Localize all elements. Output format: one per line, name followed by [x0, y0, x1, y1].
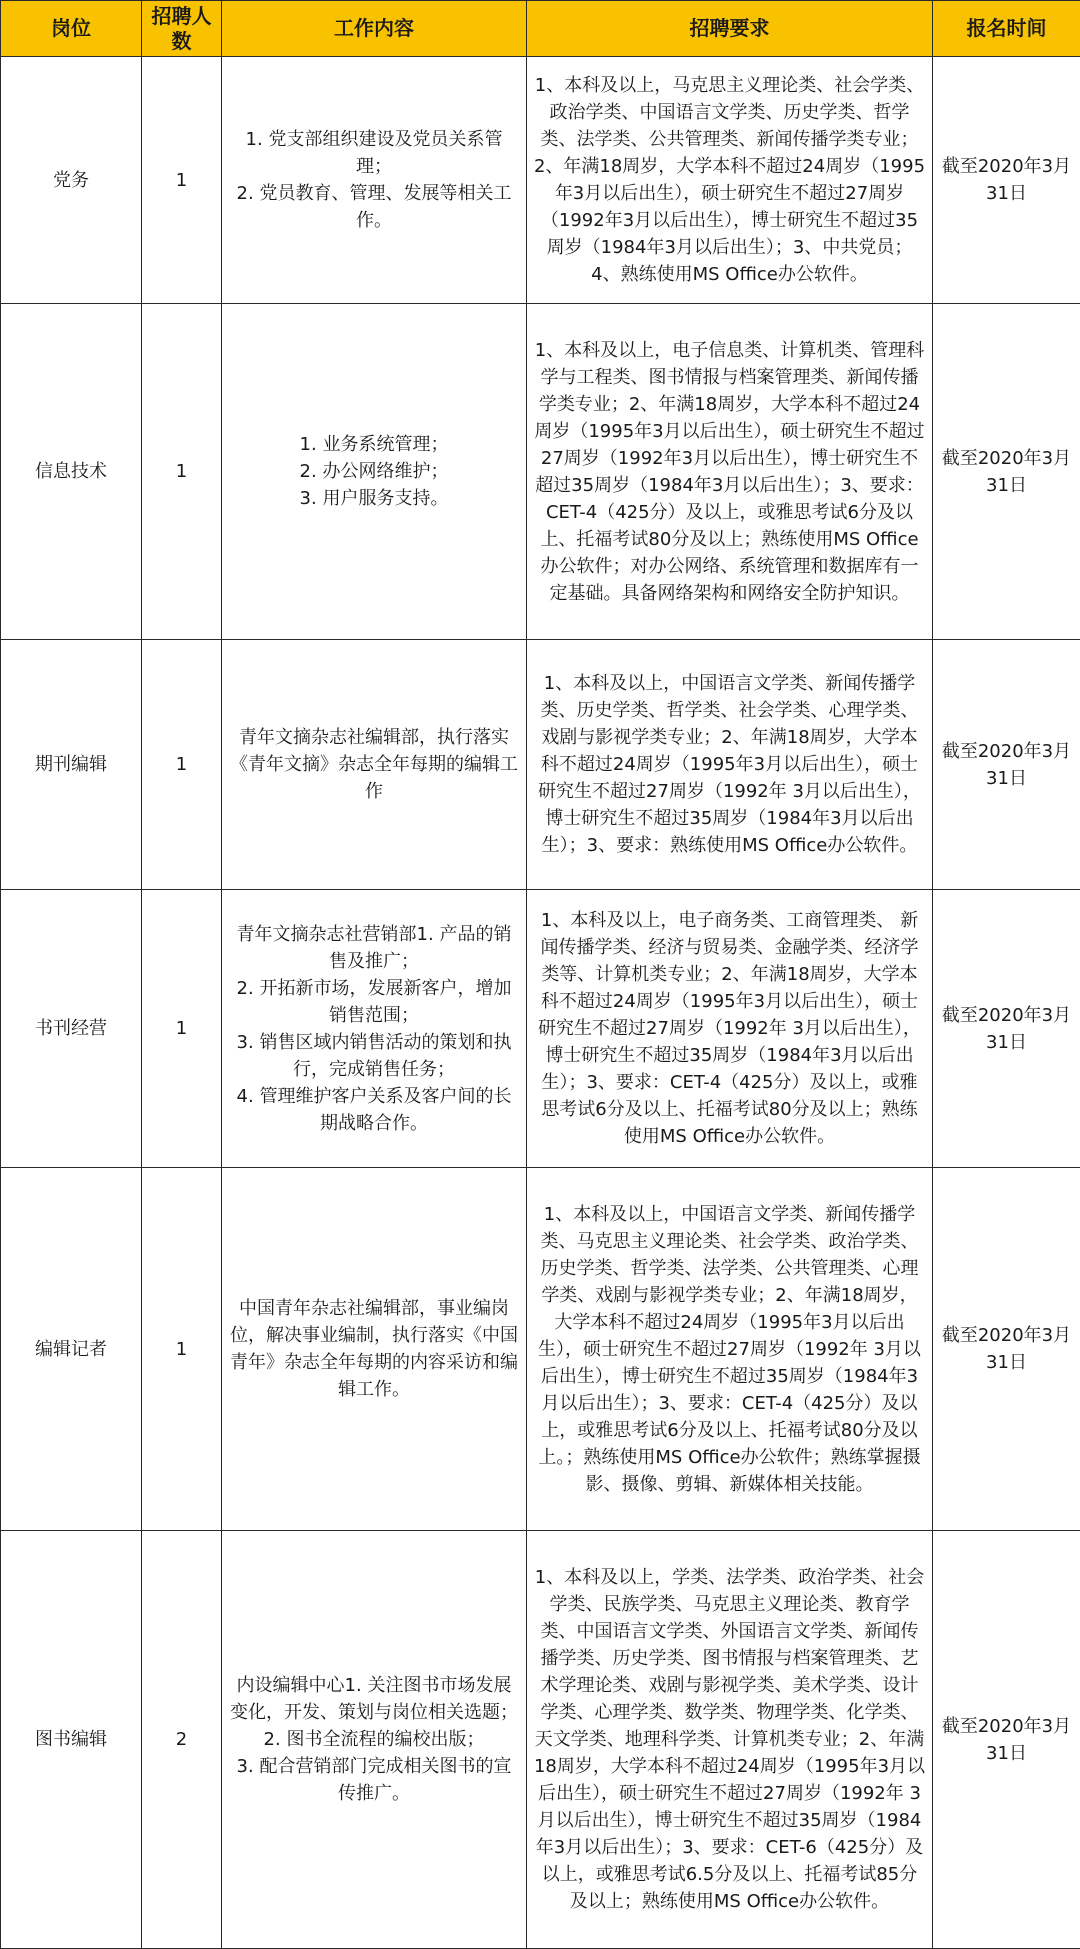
work-cell	[222, 57, 527, 304]
work-cell	[222, 890, 527, 1168]
work-line: 2. 党员教育、管理、发展等相关工作。	[228, 180, 520, 234]
work-line: 内设编辑中心1. 关注图书市场发展变化，开发、策划与岗位相关选题；	[228, 1672, 520, 1726]
requirements-cell: 1、本科及以上，中国语言文学类、新闻传播学类、马克思主义理论类、社会学类、政治学类、历史学类、哲学类、法学类、公共管理类、心理学类、戏剧与影视学类专业；2、年满18周岁，大学本科不超过24周岁（1995年3月以后出生），硕士研究生不超过27周岁（1992年 3月以后出生），博士研究生不超过35周岁（1984年3月以后出生）；3、要求：CET-4（425分）及以上，或雅思考试6分及以上、托福考试80分及以上。；熟练使用MS Office办公软件；熟练掌握摄影、摄像、剪辑、新媒体相关技能。	[527, 1168, 933, 1531]
work-cell	[222, 640, 527, 890]
deadline-cell: 截至2020年3月31日	[933, 890, 1080, 1168]
table-row	[1, 304, 1080, 640]
count-cell: 1	[142, 304, 222, 640]
work-line: 青年文摘杂志社编辑部，执行落实《青年文摘》杂志全年每期的编辑工作	[228, 724, 520, 805]
work-line: 中国青年杂志社编辑部，事业编岗位，解决事业编制，执行落实《中国青年》杂志全年每期的内容采访和编辑工作。	[228, 1295, 520, 1403]
header-deadline: 报名时间	[933, 1, 1080, 57]
work-line: 1. 党支部组织建设及党员关系管理；	[228, 126, 520, 180]
work-cell	[222, 1168, 527, 1531]
count-cell: 1	[142, 57, 222, 304]
header-row	[1, 1, 1080, 57]
count-cell: 1	[142, 1168, 222, 1531]
work-line: 1. 业务系统管理；	[228, 431, 520, 458]
work-line: 青年文摘杂志社营销部1. 产品的销售及推广；	[228, 921, 520, 975]
deadline-cell: 截至2020年3月31日	[933, 1531, 1080, 1949]
count-cell: 1	[142, 890, 222, 1168]
work-line: 3. 销售区域内销售活动的策划和执行，完成销售任务；	[228, 1029, 520, 1083]
table-row	[1, 640, 1080, 890]
position-cell: 书刊经营	[1, 890, 142, 1168]
position-cell: 党务	[1, 57, 142, 304]
position-cell: 图书编辑	[1, 1531, 142, 1949]
table-row	[1, 1168, 1080, 1531]
requirements-cell: 1、本科及以上，学类、法学类、政治学类、社会学类、民族学类、马克思主义理论类、教育学类、中国语言文学类、外国语言文学类、新闻传播学类、历史学类、图书情报与档案管理类、艺术学理论类、戏剧与影视学类、美术学类、设计学类、心理学类、数学类、物理学类、化学类、天文学类、地理科学类、计算机类专业；2、年满18周岁，大学本科不超过24周岁（1995年3月以后出生），硕士研究生不超过27周岁（1992年 3月以后出生），博士研究生不超过35周岁（1984年3月以后出生）；3、要求：CET-6（425分）及以上，或雅思考试6.5分及以上、托福考试85分及以上；熟练使用MS Office办公软件。	[527, 1531, 933, 1949]
work-cell	[222, 1531, 527, 1949]
count-cell: 2	[142, 1531, 222, 1949]
table-row	[1, 1531, 1080, 1949]
deadline-cell: 截至2020年3月31日	[933, 640, 1080, 890]
header-requirements: 招聘要求	[527, 1, 933, 57]
work-line: 4. 管理维护客户关系及客户间的长期战略合作。	[228, 1083, 520, 1137]
header-work: 工作内容	[222, 1, 527, 57]
count-cell: 1	[142, 640, 222, 890]
header-position: 岗位	[1, 1, 142, 57]
work-line: 2. 办公网络维护；	[228, 458, 520, 485]
work-line: 3. 用户服务支持。	[228, 485, 520, 512]
position-cell: 编辑记者	[1, 1168, 142, 1531]
table-row	[1, 890, 1080, 1168]
deadline-cell: 截至2020年3月31日	[933, 1168, 1080, 1531]
work-line: 2. 开拓新市场，发展新客户，增加销售范围；	[228, 975, 520, 1029]
deadline-cell: 截至2020年3月31日	[933, 57, 1080, 304]
requirements-cell: 1、本科及以上，电子商务类、工商管理类、 新闻传播学类、经济与贸易类、金融学类、经济学类等、计算机类专业；2、年满18周岁，大学本科不超过24周岁（1995年3月以后出生），硕士研究生不超过27周岁（1992年 3月以后出生），博士研究生不超过35周岁（1984年3月以后出生）；3、要求：CET-4（425分）及以上，或雅思考试6分及以上、托福考试80分及以上；熟练使用MS Office办公软件。	[527, 890, 933, 1168]
work-line: 3. 配合营销部门完成相关图书的宣传推广。	[228, 1753, 520, 1807]
table-row	[1, 57, 1080, 304]
work-line: 2. 图书全流程的编校出版；	[228, 1726, 520, 1753]
requirements-cell: 1、本科及以上，电子信息类、计算机类、管理科学与工程类、图书情报与档案管理类、新闻传播学类专业；2、年满18周岁，大学本科不超过24周岁（1995年3月以后出生），硕士研究生不超过27周岁（1992年3月以后出生），博士研究生不超过35周岁（1984年3月以后出生）；3、要求：CET-4（425分）及以上，或雅思考试6分及以上、托福考试80分及以上；熟练使用MS Office办公软件；对办公网络、系统管理和数据库有一定基础。具备网络架构和网络安全防护知识。	[527, 304, 933, 640]
position-cell: 信息技术	[1, 304, 142, 640]
work-cell	[222, 304, 527, 640]
header-count: 招聘人数	[142, 1, 222, 57]
requirements-cell: 1、本科及以上，马克思主义理论类、社会学类、政治学类、中国语言文学类、历史学类、哲学类、法学类、公共管理类、新闻传播学类专业；2、年满18周岁，大学本科不超过24周岁（1995年3月以后出生），硕士研究生不超过27周岁（1992年3月以后出生），博士研究生不超过35周岁（1984年3月以后出生）；3、中共党员；4、熟练使用MS Office办公软件。	[527, 57, 933, 304]
position-cell: 期刊编辑	[1, 640, 142, 890]
requirements-cell: 1、本科及以上，中国语言文学类、新闻传播学类、历史学类、哲学类、社会学类、心理学类、戏剧与影视学类专业；2、年满18周岁，大学本科不超过24周岁（1995年3月以后出生），硕士研究生不超过27周岁（1992年 3月以后出生），博士研究生不超过35周岁（1984年3月以后出生）；3、要求：熟练使用MS Office办公软件。	[527, 640, 933, 890]
deadline-cell: 截至2020年3月31日	[933, 304, 1080, 640]
